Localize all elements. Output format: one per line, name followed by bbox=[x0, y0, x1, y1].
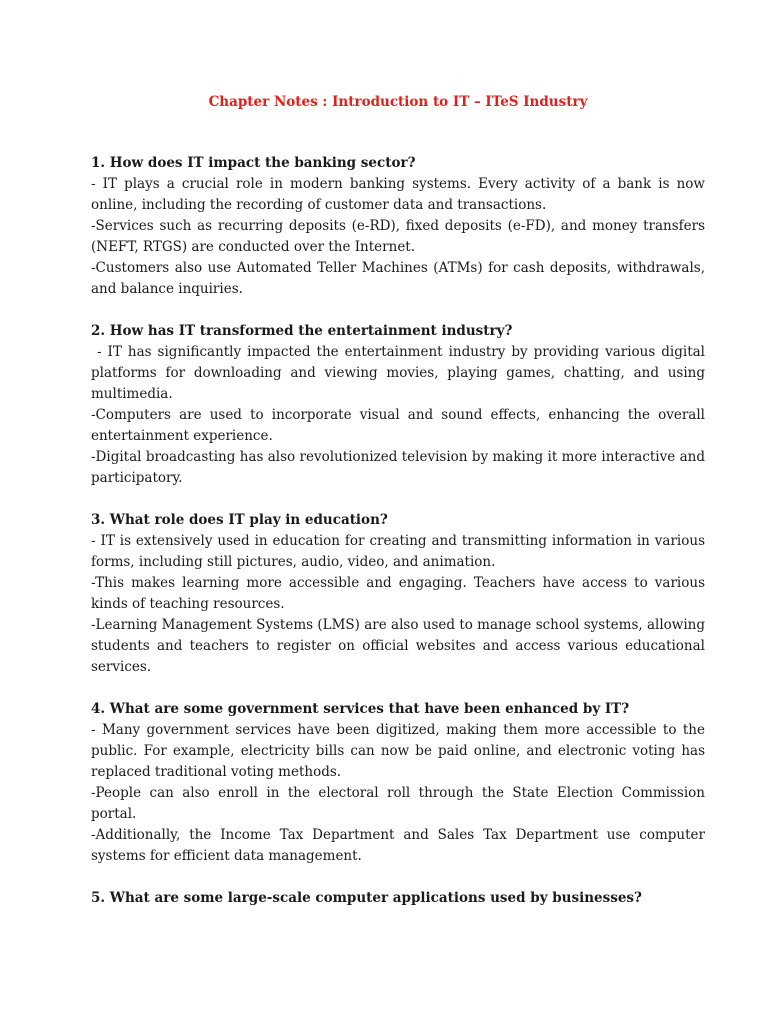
answer-paragraph: -Computers are used to incorporate visual and sound effects, enhancing the overall entertainment experience. bbox=[91, 407, 705, 444]
answer-paragraph: -People can also enroll in the electoral roll through the State Election Commission portal. bbox=[91, 785, 705, 822]
question-heading: 2. How has IT transformed the entertainment industry? bbox=[91, 323, 513, 339]
answer-paragraph: -Services such as recurring deposits (e-RD), fixed deposits (e-FD), and money transfers (NEFT, RTGS) are conducted over the Internet. bbox=[91, 218, 705, 255]
answer-paragraph: -Additionally, the Income Tax Department and Sales Tax Department use computer systems for efficient data management. bbox=[91, 827, 705, 864]
answer-paragraph: - Many government services have been digitized, making them more accessible to the public. For example, electricity bills can now be paid online, and electronic voting has replaced traditional voting methods. bbox=[91, 722, 705, 780]
document-title: Chapter Notes : Introduction to IT – ITeS Industry bbox=[208, 94, 588, 110]
question-heading: 1. How does IT impact the banking sector? bbox=[91, 155, 416, 171]
qa-section-4 bbox=[91, 699, 705, 867]
answer-paragraph: - IT plays a crucial role in modern banking systems. Every activity of a bank is now online, including the recording of customer data and transactions. bbox=[91, 176, 705, 213]
answer-paragraph: - IT has significantly impacted the entertainment industry by providing various digital platforms for downloading and viewing movies, playing games, chatting, and using multimedia. bbox=[91, 344, 710, 402]
answer-paragraph: -Customers also use Automated Teller Machines (ATMs) for cash deposits, withdrawals, and balance inquiries. bbox=[91, 260, 705, 297]
qa-section-5 bbox=[91, 888, 705, 909]
qa-section-1 bbox=[91, 153, 705, 300]
question-heading: 3. What role does IT play in education? bbox=[91, 512, 388, 528]
question-heading: 4. What are some government services that have been enhanced by IT? bbox=[91, 701, 630, 717]
question-heading: 5. What are some large-scale computer applications used by businesses? bbox=[91, 890, 642, 906]
document-page bbox=[91, 92, 710, 930]
qa-section-2 bbox=[91, 321, 710, 489]
answer-paragraph: -This makes learning more accessible and engaging. Teachers have access to various kinds of teaching resources. bbox=[91, 575, 705, 612]
answer-paragraph: -Learning Management Systems (LMS) are also used to manage school systems, allowing students and teachers to register on official websites and access various educational services. bbox=[91, 617, 705, 675]
answer-paragraph: -Digital broadcasting has also revolutionized television by making it more interactive and participatory. bbox=[91, 449, 705, 486]
answer-paragraph: - IT is extensively used in education for creating and transmitting information in various forms, including still pictures, audio, video, and animation. bbox=[91, 533, 705, 570]
qa-section-3 bbox=[91, 510, 705, 678]
